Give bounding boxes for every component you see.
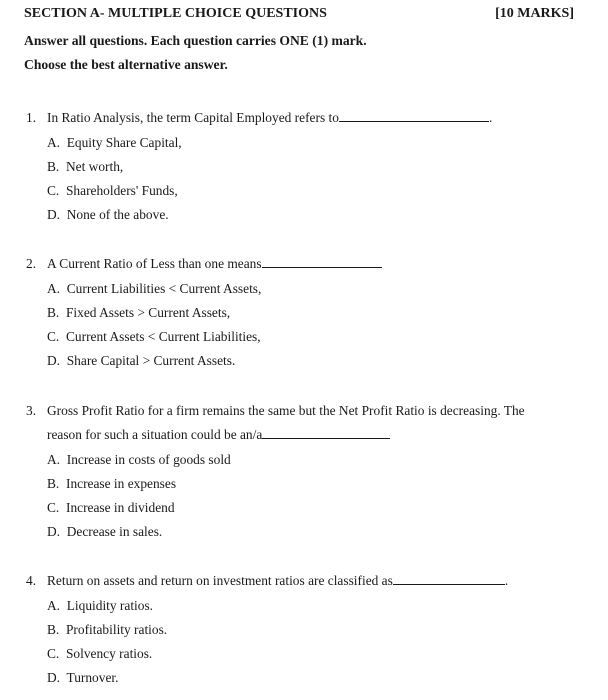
section-title: SECTION A- MULTIPLE CHOICE QUESTIONS — [24, 6, 327, 21]
option-a — [47, 598, 153, 614]
option-d — [47, 353, 235, 369]
question-number: 1. — [26, 110, 37, 125]
question-trail: . — [504, 573, 509, 588]
option-text: Turnover. — [66, 670, 119, 685]
question-text — [47, 110, 492, 126]
option-text: Solvency ratios. — [65, 646, 153, 661]
question-stem: A Current Ratio of Less than one means — [47, 256, 262, 271]
option-a — [47, 452, 231, 468]
option-b — [47, 159, 123, 175]
question-number: 3. — [26, 403, 37, 418]
option-text: Fixed Assets > Current Assets, — [65, 305, 231, 320]
question-text — [47, 256, 382, 272]
option-text: Liquidity ratios. — [66, 598, 154, 613]
option-a — [47, 135, 182, 151]
option-letter: C. — [47, 646, 60, 661]
option-text: Increase in dividend — [65, 500, 175, 515]
option-letter: A. — [47, 135, 61, 150]
question-stem: reason for such a situation could be an/a — [47, 427, 263, 442]
option-text: Equity Share Capital, — [66, 135, 182, 150]
answer-blank — [339, 120, 489, 122]
option-text: None of the above. — [66, 207, 169, 222]
option-text: Current Liabilities < Current Assets, — [66, 281, 262, 296]
question-text — [47, 573, 508, 589]
instruction-choose-best: Choose the best alternative answer. — [24, 57, 228, 72]
option-text: Increase in expenses — [65, 476, 177, 491]
marks-label: [10 MARKS] — [495, 6, 574, 21]
option-letter: C. — [47, 500, 60, 515]
answer-blank — [262, 437, 390, 439]
option-letter: D. — [47, 353, 61, 368]
question-number: 4. — [26, 573, 37, 588]
option-text: Increase in costs of goods sold — [66, 452, 231, 467]
option-b — [47, 476, 176, 492]
option-b — [47, 305, 230, 321]
option-text: Share Capital > Current Assets. — [66, 353, 236, 368]
option-b — [47, 622, 167, 638]
answer-blank — [393, 583, 505, 585]
question-number: 2. — [26, 256, 37, 271]
option-letter: D. — [47, 524, 61, 539]
option-letter: C. — [47, 329, 60, 344]
option-letter: A. — [47, 598, 61, 613]
option-d — [47, 670, 118, 686]
option-letter: B. — [47, 476, 60, 491]
question-stem: In Ratio Analysis, the term Capital Employed refers to — [47, 110, 339, 125]
option-letter: B. — [47, 622, 60, 637]
option-letter: C. — [47, 183, 60, 198]
option-c — [47, 646, 152, 662]
question-text-line2 — [47, 427, 390, 443]
option-c — [47, 329, 261, 345]
option-text: Shareholders' Funds, — [65, 183, 178, 198]
option-letter: D. — [47, 207, 61, 222]
question-text: Gross Profit Ratio for a firm remains the same but the Net Profit Ratio is decreasing. The — [47, 403, 525, 418]
option-letter: D. — [47, 670, 61, 685]
option-a — [47, 281, 261, 297]
option-text: Current Assets < Current Liabilities, — [65, 329, 261, 344]
option-letter: A. — [47, 281, 61, 296]
question-trail: . — [488, 110, 493, 125]
answer-blank — [262, 266, 382, 268]
option-letter: B. — [47, 305, 60, 320]
option-text: Decrease in sales. — [66, 524, 163, 539]
question-stem: Return on assets and return on investment ratios are classified as — [47, 573, 393, 588]
option-letter: B. — [47, 159, 60, 174]
option-text: Profitability ratios. — [65, 622, 168, 637]
option-d — [47, 207, 169, 223]
option-c — [47, 183, 178, 199]
option-d — [47, 524, 162, 540]
instruction-all-questions: Answer all questions. Each question carries ONE (1) mark. — [24, 33, 367, 48]
option-letter: A. — [47, 452, 61, 467]
option-c — [47, 500, 175, 516]
option-text: Net worth, — [65, 159, 124, 174]
